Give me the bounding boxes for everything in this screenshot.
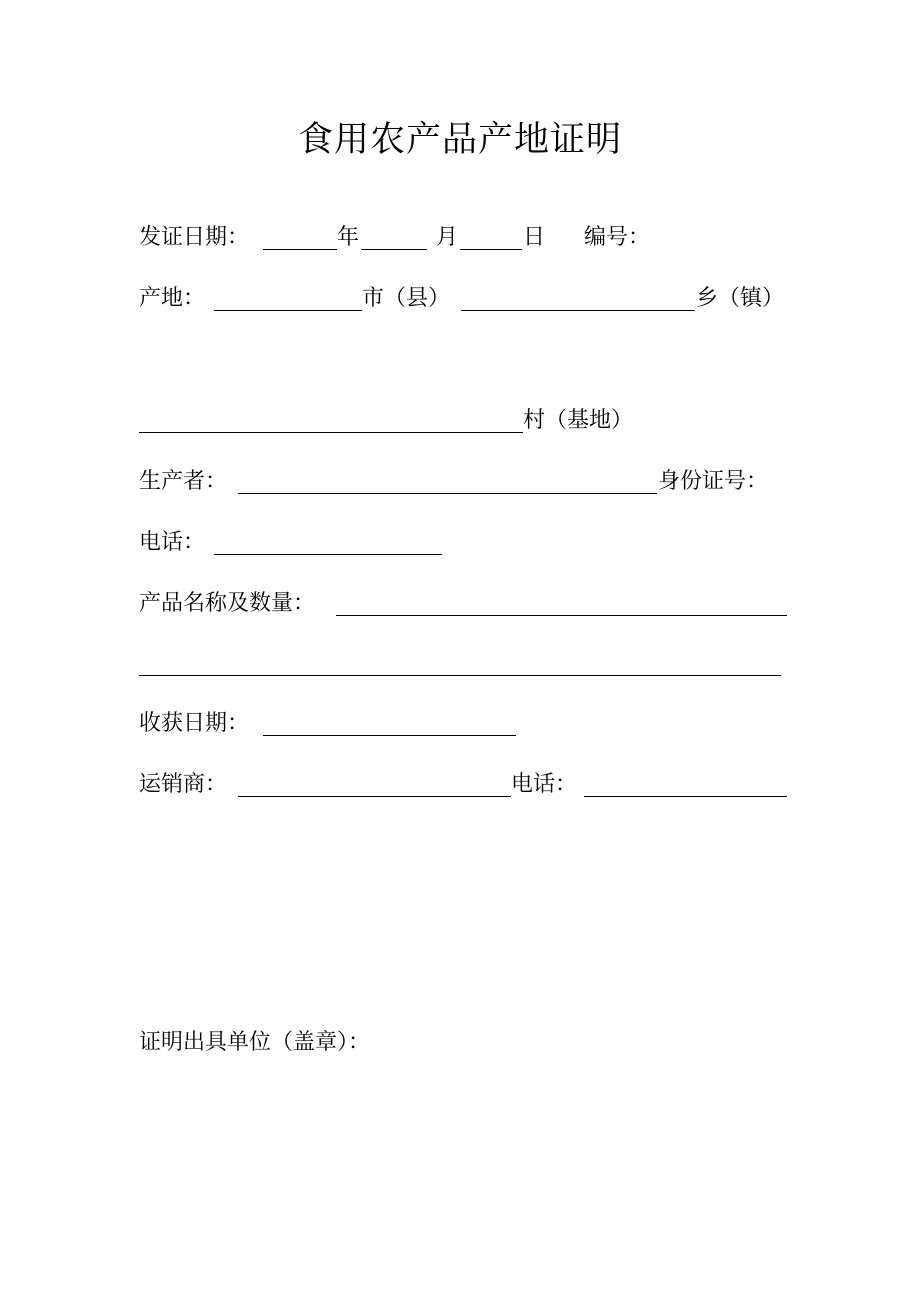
city-county-label: 市（县） [362, 286, 451, 311]
producer-field[interactable] [238, 493, 657, 494]
distributor-phone-field[interactable] [584, 796, 787, 797]
distributor-field[interactable] [238, 796, 511, 797]
year-label: 年 [337, 225, 360, 250]
number-label: 编号： [584, 225, 651, 250]
day-label: 日 [523, 225, 546, 250]
issue-month-field[interactable] [361, 249, 427, 250]
village-label: 村（基地） [523, 408, 634, 433]
product-field-continued[interactable] [139, 675, 781, 676]
distributor-label: 运销商： [139, 772, 228, 797]
issue-year-field[interactable] [263, 249, 337, 250]
origin-city-field[interactable] [214, 310, 362, 311]
document-title: 食用农产品产地证明 [297, 120, 622, 160]
product-label: 产品名称及数量： [139, 591, 316, 616]
township-label: 乡（镇） [696, 286, 785, 311]
product-field[interactable] [336, 615, 787, 616]
producer-label: 生产者： [139, 469, 228, 494]
month-label: 月 [436, 225, 459, 250]
origin-label: 产地： [139, 286, 206, 311]
distributor-phone-label: 电话： [511, 772, 578, 797]
phone-label: 电话： [139, 530, 206, 555]
origin-village-field[interactable] [139, 432, 523, 433]
harvest-date-field[interactable] [263, 735, 516, 736]
issue-day-field[interactable] [460, 249, 522, 250]
id-number-label: 身份证号： [658, 469, 769, 494]
issuer-label: 证明出具单位（盖章）： [139, 1030, 371, 1055]
phone-field[interactable] [214, 554, 442, 555]
issue-date-label: 发证日期： [139, 225, 250, 250]
origin-township-field[interactable] [461, 310, 695, 311]
harvest-date-label: 收获日期： [139, 711, 250, 736]
